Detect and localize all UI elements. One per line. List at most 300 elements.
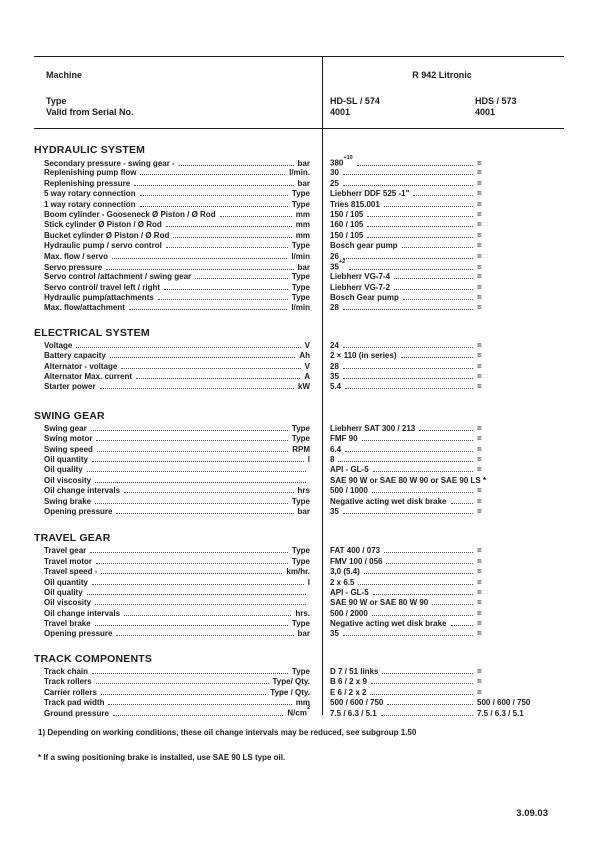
value-cell-model1	[330, 200, 477, 209]
dot-leader	[367, 236, 473, 238]
spec-row	[44, 619, 564, 629]
value-model2: =	[477, 230, 482, 240]
dot-leader	[345, 450, 473, 452]
value-cell-model1	[330, 598, 477, 607]
value-cell-model1	[330, 303, 477, 312]
param-unit: mm	[295, 698, 310, 708]
param-cell	[44, 200, 310, 209]
value-model2: =	[477, 423, 482, 433]
dot-leader	[95, 502, 288, 504]
param-label: Oil quality	[44, 587, 83, 597]
param-cell	[44, 497, 310, 506]
spec-row	[44, 476, 564, 486]
serial-label: Valid from Serial No.	[46, 107, 134, 117]
param-unit: Type	[291, 619, 310, 629]
value-model2: =	[477, 434, 482, 444]
param-label: Oil change intervals	[44, 486, 121, 496]
param-label: Track chain	[44, 666, 89, 676]
value-model1: Negative acting wet disk brake	[330, 496, 447, 506]
value-cell-model1	[330, 609, 477, 618]
value-model2: =	[477, 687, 482, 697]
param-label: Bucket cylinder Ø Piston / Ø Rod	[44, 230, 170, 240]
dot-leader	[349, 268, 473, 270]
value-model1: 28	[330, 303, 339, 313]
spec-row	[44, 557, 564, 567]
dot-leader	[381, 714, 473, 716]
param-cell	[44, 486, 310, 495]
param-label: Oil change intervals	[44, 608, 121, 618]
dot-leader	[343, 346, 473, 348]
param-cell	[44, 557, 310, 566]
param-label: Track rollers	[44, 677, 92, 687]
value-model1: $380^{+10}$	[330, 155, 353, 168]
spec-row	[44, 455, 564, 465]
dot-leader	[112, 257, 287, 259]
dot-leader	[382, 672, 473, 674]
spec-row	[44, 434, 564, 444]
dot-leader	[158, 298, 288, 300]
type-label: Type	[46, 96, 67, 106]
value-cell-model1	[330, 362, 477, 371]
dot-leader	[140, 205, 288, 207]
value-cell-model1	[330, 619, 477, 628]
param-label: Ground pressure	[44, 709, 109, 719]
value-cell-model1	[330, 486, 477, 495]
param-label: Travel speed -	[44, 567, 98, 577]
value-model2: =	[477, 608, 482, 618]
value-model2: =	[477, 220, 482, 230]
param-label: 5 way rotary connection	[44, 189, 136, 199]
dot-leader	[358, 583, 473, 585]
dot-leader	[403, 298, 473, 300]
value-model2: =	[477, 272, 482, 282]
param-unit: Type	[291, 282, 310, 292]
dot-leader	[343, 512, 473, 514]
param-unit: $N/cm^2$	[287, 705, 310, 719]
param-unit: km/hr.	[286, 567, 310, 577]
spec-row	[44, 705, 564, 719]
value-cell-model1	[330, 497, 477, 506]
param-cell	[44, 507, 310, 516]
value-model2: =	[477, 546, 482, 556]
dot-leader	[91, 429, 288, 431]
value-model2: =	[477, 486, 482, 496]
param-label: 1 way rotary connection	[44, 199, 136, 209]
value-model1: B 6 / 2 x 9	[330, 677, 367, 687]
footnote-oil-intervals: 1) Depending on working conditions, these oil change intervals may be reduced, see subgroup 1.50	[38, 728, 417, 737]
param-unit: A	[304, 372, 310, 382]
value-model2: =	[477, 372, 482, 382]
model2-serial: 4001	[475, 107, 496, 117]
param-cell	[44, 341, 310, 350]
param-cell	[44, 588, 310, 597]
value-model1: SAE 90 W or SAE 80 W 90	[330, 598, 429, 608]
param-label: Servo control/ travel left / right	[44, 282, 161, 292]
param-label: Servo pressure	[44, 262, 103, 272]
value-cell-model1	[330, 220, 477, 229]
machine-label: Machine	[46, 70, 83, 80]
section-hydraulic-system	[34, 144, 564, 314]
value-cell-model1	[330, 445, 477, 454]
param-label: Opening pressure	[44, 506, 113, 516]
value-model2: =	[477, 168, 482, 178]
dot-leader	[402, 246, 473, 248]
value-model1: 25	[330, 178, 339, 188]
dot-leader	[106, 268, 293, 270]
value-model2: =	[477, 619, 482, 629]
dot-leader	[95, 481, 306, 483]
dot-leader	[95, 603, 306, 605]
spec-row	[44, 629, 564, 639]
dot-leader	[101, 572, 282, 574]
param-unit: bar	[297, 178, 310, 188]
spec-row	[44, 382, 564, 392]
value-model2: =	[477, 241, 482, 251]
value-cell-model1	[330, 698, 477, 707]
param-label: Servo control /attachment / swing gear	[44, 272, 192, 282]
value-cell-model1	[330, 293, 477, 302]
spec-row	[44, 231, 564, 241]
param-label: Voltage	[44, 340, 73, 350]
dot-leader	[367, 215, 473, 217]
param-cell	[44, 434, 310, 443]
section-swing-gear	[34, 410, 564, 518]
table-header	[34, 56, 564, 129]
dot-leader	[116, 512, 293, 514]
value-model1: Liebherr VG-7-2	[330, 282, 391, 292]
param-label: Alternator - voltage	[44, 361, 118, 371]
value-cell-model1	[330, 475, 487, 485]
param-label: Alternator Max. current	[44, 372, 133, 382]
param-cell	[44, 351, 310, 360]
param-unit: kW	[298, 382, 310, 392]
dot-leader	[372, 491, 473, 493]
param-cell	[44, 705, 310, 719]
value-model1: Negative acting wet disk brake	[330, 619, 447, 629]
param-cell	[44, 179, 310, 188]
value-cell-model1	[330, 155, 477, 168]
param-unit: l/min	[291, 303, 310, 313]
param-label: Hydraulic pump / servo control	[44, 241, 162, 251]
value-cell-model1	[330, 578, 477, 587]
value-cell-model1	[330, 252, 477, 261]
value-model1: 500 / 600 / 750	[330, 698, 384, 708]
dot-leader	[100, 387, 294, 389]
param-label: Track pad width	[44, 698, 105, 708]
param-label: Travel brake	[44, 619, 91, 629]
param-unit: Type / Qty.	[270, 687, 310, 697]
dot-leader	[490, 482, 494, 483]
param-cell	[44, 598, 310, 607]
spec-row	[44, 578, 564, 588]
value-model2: =	[477, 465, 482, 475]
value-cell-model1	[330, 210, 477, 219]
value-cell-model1	[330, 341, 477, 350]
value-model1: 35	[330, 372, 339, 382]
param-unit: l	[307, 577, 310, 587]
param-cell	[44, 293, 310, 302]
value-model2: =	[477, 303, 482, 313]
spec-row	[44, 424, 564, 434]
dot-leader	[134, 184, 293, 186]
param-label: Battery capacity	[44, 351, 106, 361]
section-travel-gear	[34, 532, 564, 640]
model1-type: HD-SL / 574	[330, 96, 380, 106]
dot-leader	[432, 603, 473, 605]
dot-leader	[343, 308, 473, 310]
dot-leader	[87, 593, 306, 595]
param-unit: l	[307, 454, 310, 464]
spec-row	[44, 567, 564, 577]
dot-leader	[345, 387, 473, 389]
dot-leader	[394, 288, 473, 290]
param-unit: RPM	[292, 444, 310, 454]
value-model2: =	[477, 587, 482, 597]
value-model1: 24	[330, 340, 339, 350]
value-cell-model1	[330, 231, 477, 240]
param-unit: Type	[291, 199, 310, 209]
value-cell-model1	[330, 588, 477, 597]
value-model2: =	[477, 351, 482, 361]
spec-row	[44, 189, 564, 199]
spec-row	[44, 362, 564, 372]
value-model1: 35	[330, 629, 339, 639]
param-cell	[44, 688, 310, 697]
value-cell-model1	[330, 455, 477, 464]
dot-leader	[121, 367, 300, 369]
dot-leader	[124, 614, 291, 616]
dot-leader	[101, 693, 266, 695]
spec-row	[44, 507, 564, 517]
param-cell	[44, 578, 310, 587]
value-model1: 35	[330, 506, 339, 516]
dot-leader	[173, 236, 291, 238]
value-cell-model1	[330, 189, 477, 198]
value-model1: 2 × 110 (in series)	[330, 351, 397, 361]
value-cell-model1	[330, 465, 477, 474]
value-cell-model1	[330, 283, 477, 292]
param-unit: Type	[291, 189, 310, 199]
param-cell	[44, 667, 310, 676]
value-model2: =	[477, 577, 482, 587]
spec-row	[44, 497, 564, 507]
value-model2: =	[477, 340, 482, 350]
value-model1: API - GL-5	[330, 465, 369, 475]
param-unit: bar	[297, 629, 310, 639]
value-cell-model1	[330, 709, 477, 718]
dot-leader	[140, 194, 288, 196]
value-cell-model1	[330, 168, 477, 177]
dot-leader	[413, 194, 473, 196]
value-cell-model1	[330, 688, 477, 697]
value-model1: FMF 90	[330, 434, 358, 444]
param-label: Replenishing pump flow	[44, 168, 137, 178]
param-label: Swing motor	[44, 434, 93, 444]
value-model1: 500 / 1000	[330, 486, 368, 496]
value-model2: =	[477, 666, 482, 676]
param-label: Max. flow/attachment	[44, 303, 125, 313]
param-label: Stick cylinder Ø Piston / Ø Rod	[44, 220, 162, 230]
dot-leader	[367, 225, 473, 227]
spec-row	[44, 445, 564, 455]
param-label: Max. flow / servo	[44, 251, 109, 261]
param-unit: mm	[295, 220, 310, 230]
param-label: Swing speed	[44, 444, 93, 454]
param-cell	[44, 283, 310, 292]
param-unit: Type	[291, 666, 310, 676]
dot-leader	[116, 634, 293, 636]
param-cell	[44, 677, 310, 686]
value-model1: Liebherr SAT 300 / 213	[330, 423, 416, 433]
param-label: Swing gear	[44, 423, 87, 433]
value-model1: SAE 90 W or SAE 80 W 90 or SAE 90 LS *	[330, 475, 487, 485]
dot-leader	[95, 624, 288, 626]
dot-leader	[343, 173, 473, 175]
value-model2: =	[477, 556, 482, 566]
value-model1: Liebherr VG-7-4	[330, 272, 391, 282]
spec-row	[44, 609, 564, 619]
param-cell	[44, 567, 310, 576]
spec-row	[44, 341, 564, 351]
spec-row	[44, 220, 564, 230]
value-model2: =	[477, 293, 482, 303]
dot-leader	[87, 470, 306, 472]
value-model1: D 7 / 51 links	[330, 666, 379, 676]
value-model1: FMV 100 / 056	[330, 556, 383, 566]
param-unit: bar	[297, 506, 310, 516]
value-model1: 160 / 105	[330, 220, 364, 230]
param-label: Travel gear	[44, 546, 87, 556]
section-electrical-system	[34, 327, 564, 393]
value-cell-model1	[330, 382, 477, 391]
param-cell	[44, 465, 310, 474]
param-unit: V	[304, 361, 310, 371]
value-model2: =	[477, 677, 482, 687]
value-model1: 28	[330, 361, 339, 371]
dot-leader	[373, 470, 473, 472]
value-cell-model1	[330, 372, 477, 381]
spec-row	[44, 168, 564, 178]
dot-leader	[90, 551, 288, 553]
dot-leader	[96, 439, 287, 441]
dot-leader	[373, 593, 473, 595]
param-label: Travel motor	[44, 556, 93, 566]
value-model1: 500 / 2000	[330, 608, 368, 618]
section-title: ELECTRICAL SYSTEM	[34, 326, 150, 339]
spec-row	[44, 546, 564, 556]
value-cell-model1	[330, 677, 477, 686]
dot-leader	[113, 714, 283, 716]
spec-row	[44, 372, 564, 382]
param-unit: Type	[291, 272, 310, 282]
dot-leader	[451, 624, 474, 626]
value-model1: 2 x 6.5	[330, 577, 355, 587]
param-unit: Type	[291, 496, 310, 506]
dot-leader	[419, 429, 473, 431]
param-label: Boom cylinder - Gooseneck Ø Piston / Ø Rod	[44, 209, 216, 219]
dot-leader	[343, 367, 473, 369]
value-cell-model1	[330, 629, 477, 638]
value-model2: =	[477, 496, 482, 506]
spec-row	[44, 303, 564, 313]
param-label: Starter power	[44, 382, 96, 392]
param-cell	[44, 455, 310, 464]
param-unit: Type	[291, 293, 310, 303]
value-cell-model1	[330, 258, 477, 272]
dot-leader	[384, 205, 473, 207]
dot-leader	[108, 703, 291, 705]
param-cell	[44, 362, 310, 371]
dot-leader	[386, 562, 473, 564]
value-model2: =	[477, 382, 482, 392]
dot-leader	[338, 460, 473, 462]
param-unit: l/min	[291, 251, 310, 261]
dot-leader	[372, 614, 473, 616]
param-unit: hrs.	[295, 608, 310, 618]
value-model1: 30	[330, 168, 339, 178]
value-model2: 7.5 / 6.3 / 5.1	[477, 709, 524, 719]
value-model2: =	[477, 506, 482, 516]
param-label: Opening pressure	[44, 629, 113, 639]
param-label: Hydraulic pump/attachments	[44, 293, 154, 303]
param-cell	[44, 210, 310, 219]
param-label: Carrier rollers	[44, 687, 97, 697]
value-cell-model1	[330, 272, 477, 281]
dot-leader	[129, 308, 287, 310]
spec-row	[44, 283, 564, 293]
dot-leader	[357, 164, 473, 166]
value-model2: =	[477, 361, 482, 371]
param-unit: Type	[291, 556, 310, 566]
value-model2: =	[477, 209, 482, 219]
dot-leader	[166, 246, 288, 248]
value-model1: FAT 400 / 073	[330, 546, 381, 556]
param-cell	[44, 629, 310, 638]
value-cell-model1	[330, 179, 477, 188]
dot-leader	[343, 634, 473, 636]
section-track-components	[34, 653, 564, 719]
value-model2: =	[477, 199, 482, 209]
param-cell	[44, 476, 310, 485]
spec-row	[44, 667, 564, 677]
param-cell	[44, 189, 310, 198]
param-label: Secondary pressure - swing gear -	[44, 158, 175, 168]
param-unit: Type/ Qty.	[272, 677, 310, 687]
param-unit: bar	[297, 158, 310, 168]
dot-leader	[220, 215, 292, 217]
dot-leader	[364, 572, 473, 574]
dot-leader	[136, 377, 300, 379]
spec-row	[44, 210, 564, 220]
value-cell-model1	[330, 567, 477, 576]
dot-leader	[92, 583, 304, 585]
dot-leader	[451, 502, 474, 504]
dot-leader	[343, 257, 473, 259]
dot-leader	[343, 377, 473, 379]
value-cell-model1	[330, 667, 477, 676]
spec-row	[44, 698, 564, 708]
spec-row	[44, 179, 564, 189]
dot-leader	[76, 346, 300, 348]
value-model1: Bosch gear pump	[330, 241, 398, 251]
param-cell	[44, 445, 310, 454]
spec-row	[44, 688, 564, 698]
param-unit: Type	[291, 546, 310, 556]
value-model2: =	[477, 444, 482, 454]
value-model2: =	[477, 158, 482, 168]
dot-leader	[124, 491, 294, 493]
dot-leader	[362, 439, 473, 441]
